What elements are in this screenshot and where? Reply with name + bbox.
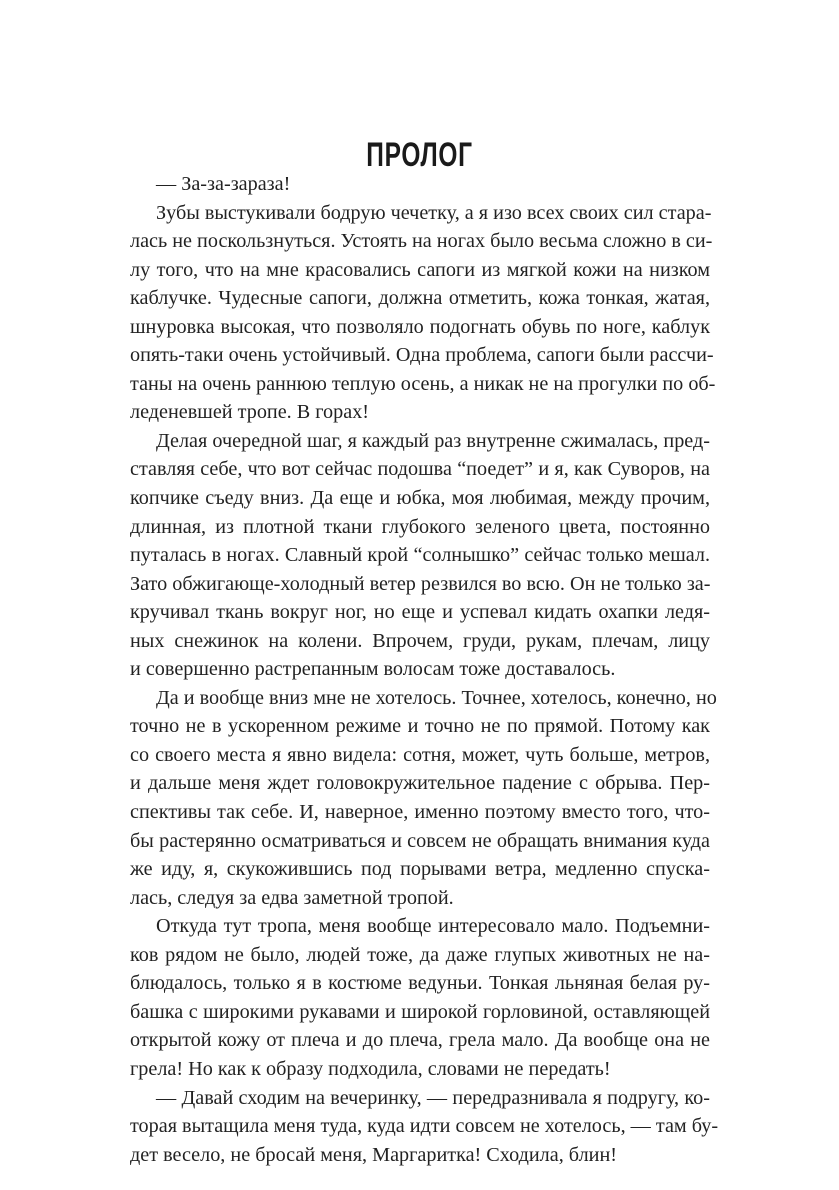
text-line: ставляя себе, что вот сейчас подошва “поедет” и я, как Суворов, на — [130, 458, 710, 481]
text-line: шнуровка высокая, что позволяло подогнать обувь по ноге, каблук — [130, 315, 710, 338]
text-line: и дальше меня ждет головокружительное падение с обрыва. Пер- — [130, 772, 710, 795]
text-line: Делая очередной шаг, я каждый раз внутренне сжималась, пред- — [156, 429, 710, 452]
text-line: лась, следуя за едва заметной тропой. — [130, 886, 454, 909]
text-line: лась не поскользнуться. Устоять на ногах было весьма сложно в си- — [130, 230, 713, 253]
text-line: копчике съеду вниз. Да еще и юбка, моя любимая, между прочим, — [130, 487, 710, 510]
paragraph — [130, 170, 710, 199]
text-line: опять-таки очень устойчивый. Одна проблема, сапоги были рассчи- — [130, 344, 714, 367]
text-line: со своего места я явно видела: сотня, может, чуть больше, метров, — [130, 743, 710, 766]
text-line: кручивал ткань вокруг ног, но еще и успевал кидать охапки ледя- — [130, 601, 710, 624]
text-line: — За-за-зараза! — [156, 173, 291, 195]
text-line: путалась в ногах. Славный крой “солнышко” сейчас только мешал. — [130, 544, 710, 567]
text-line: Зубы выстукивали бодрую чечетку, а я изо всех своих сил стара- — [156, 201, 712, 224]
text-line: открытой кожу от плеча и до плеча, грела мало. Да вообще она не — [130, 1029, 710, 1052]
text-line: блюдалось, только я в костюме ведуньи. Тонкая льняная белая ру- — [130, 972, 710, 995]
text-line: башка с широкими рукавами и широкой горловиной, оставляющей — [130, 1000, 710, 1023]
text-line: же иду, я, скукожившись под порывами ветра, медленно спуска- — [130, 858, 710, 881]
text-line: Откуда тут тропа, меня вообще интересовало мало. Подъемни- — [156, 915, 710, 938]
paragraph — [130, 199, 716, 427]
text-line: лу того, что на мне красовались сапоги из мягкой кожи на низком — [130, 258, 710, 281]
text-line: торая вытащила меня туда, куда идти совсем не хотелось, — там бу- — [130, 1115, 719, 1138]
text-line: спективы так себе. И, наверное, именно поэтому вместо того, что- — [130, 801, 710, 824]
text-line: и совершенно растрепанным волосам тоже доставалось. — [130, 658, 616, 681]
text-line: ных снежинок на колени. Впрочем, груди, рукам, плечам, лицу — [130, 629, 710, 652]
text-line: точно не в ускоренном режиме и точно не по прямой. Потому как — [130, 715, 710, 738]
chapter-title: ПРОЛОГ — [366, 136, 473, 174]
text-line: Да и вообще вниз мне не хотелось. Точнее, хотелось, конечно, но — [156, 686, 717, 709]
body-text — [130, 170, 719, 1169]
text-line: леденевшей тропе. В горах! — [130, 401, 370, 424]
paragraph — [130, 427, 710, 684]
text-line: ков рядом не было, людей тоже, да даже глупых животных не на- — [130, 943, 710, 966]
text-line: таны на очень раннюю теплую осень, а никак не на прогулки по об- — [130, 372, 716, 395]
text-line: бы растерянно осматриваться и совсем не обращать внимания куда — [130, 829, 710, 852]
text-line: каблучке. Чудесные сапоги, должна отметить, кожа тонкая, жатая, — [130, 287, 710, 310]
paragraph — [130, 912, 710, 1083]
text-line: — Давай сходим на вечеринку, — передразнивала я подругу, ко- — [156, 1086, 710, 1109]
paragraph — [130, 1084, 719, 1170]
text-line: грела! Но как к образу подходила, словами не передать! — [130, 1057, 611, 1080]
text-line: дет весело, не бросай меня, Маргаритка! Сходила, блин! — [130, 1143, 617, 1166]
text-line: длинная, из плотной ткани глубокого зеленого цвета, постоянно — [130, 515, 710, 538]
paragraph — [130, 684, 717, 912]
text-line: Зато обжигающе-холодный ветер резвился во всю. Он не только за- — [130, 572, 711, 595]
